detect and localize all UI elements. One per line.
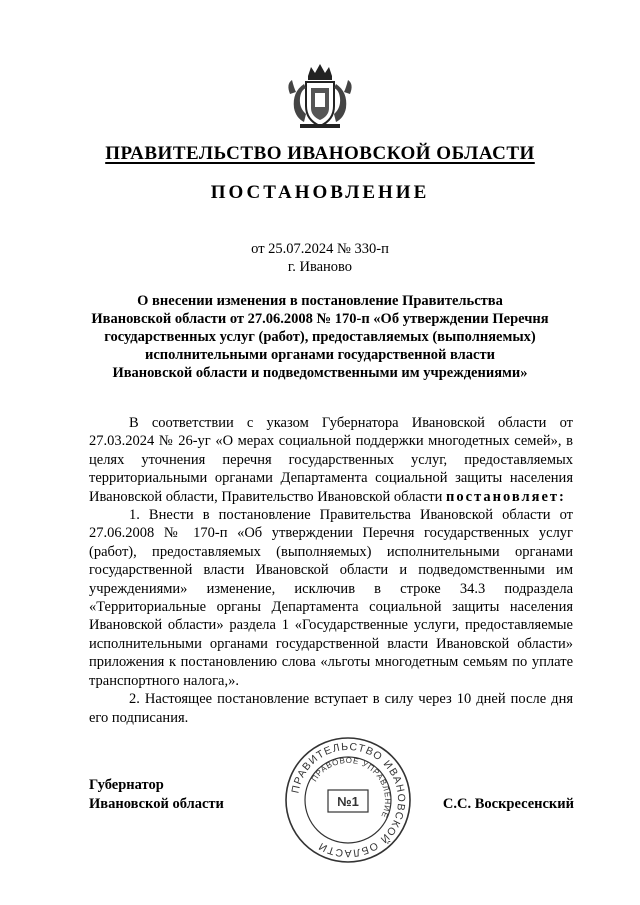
organization-title	[60, 143, 580, 165]
intro-text: В соответствии с указом Губернатора Ивановской области от 27.03.2024 № 26-уг «О мерах социальной поддержки многодетных семей», в целях уточнения перечня государственных услуг, предоставляемых территориальными органами Департамента социальной защиты населения Ивановской области, Правительство Ивановской области	[89, 415, 573, 505]
heading-line: Ивановской области от 27.06.2008 № 170-п «Об утверждении Перечня	[91, 311, 549, 327]
signature-position	[89, 776, 224, 814]
document-heading	[80, 292, 560, 382]
document-body	[89, 414, 573, 727]
heading-line: государственных услуг (работ), предоставляемых (выполняемых)	[104, 329, 536, 345]
signatory-name: С.С. Воскресенский	[442, 796, 574, 812]
heading-line: О внесении изменения в постановление Правительства	[137, 293, 503, 309]
organization-title-text: ПРАВИТЕЛЬСТВО ИВАНОВСКОЙ ОБЛАСТИ	[105, 143, 535, 164]
date-block	[60, 240, 580, 276]
stamp-number: №1	[337, 794, 359, 809]
document-type: ПОСТАНОВЛЕНИЕ	[210, 182, 430, 203]
heading-line: исполнительными органами государственной власти	[145, 347, 495, 363]
stamp-inner-text: ПРАВОВОЕ УПРАВЛЕНИЕ	[309, 755, 393, 820]
coat-of-arms-icon	[284, 62, 356, 130]
date-number: от 25.07.2024 № 330-п	[251, 241, 389, 257]
official-stamp	[283, 735, 413, 865]
resolves-word: постановляет:	[446, 488, 566, 505]
item-2-paragraph: 2. Настоящее постановление вступает в силу через 10 дней после дня его подписания.	[89, 691, 573, 726]
intro-paragraph	[89, 414, 573, 506]
city: г. Иваново	[287, 259, 353, 275]
heading-line: Ивановской области и подведомственными им учреждениями»	[112, 365, 528, 381]
stamp-outer-text: ПРАВИТЕЛЬСТВО ИВАНОВСКОЙ ОБЛАСТИ	[289, 740, 408, 860]
position-line: Губернатор	[89, 777, 164, 793]
position-line: Ивановской области	[89, 796, 224, 812]
item-1-paragraph: 1. Внести в постановление Правительства Ивановской области от 27.06.2008 № 170-п «Об утверждении Перечня государственных услуг (работ), предоставляемых (выполняемых) исполнительными органами государственной власти Ивановской области и подведомственными им учреждениями» изменение, исключив в строке 34.3 подраздела «Территориальные органы Департамента социальной защиты населения Ивановской области» раздела 1 «Государственные услуги, предоставляемые исполнительными органами государственной власти Ивановской области» приложения к постановлению слова «льготы многодетным семьям по уплате транспортного налога,».	[89, 507, 573, 689]
